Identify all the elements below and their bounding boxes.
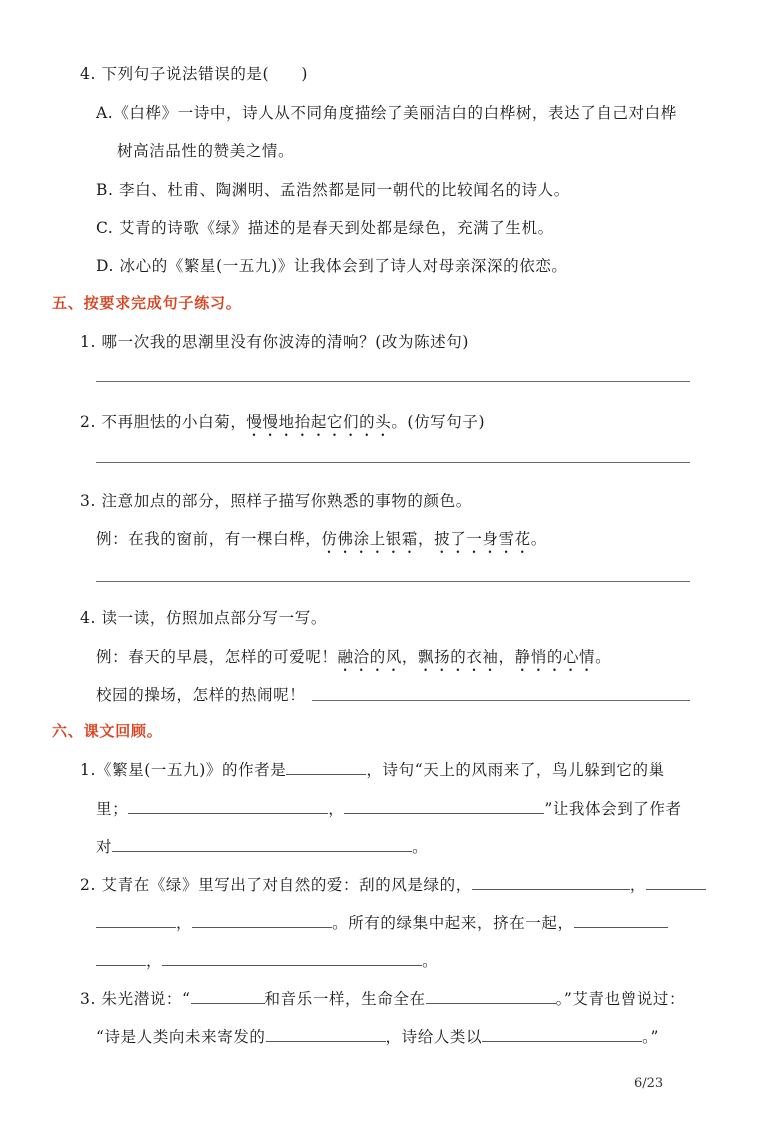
s6-q3-blank-3[interactable]: [266, 1040, 386, 1042]
s6-q2-text-e: ，: [146, 952, 163, 970]
s6-q3-text-d: “诗是人类向未来寄发的: [96, 1028, 266, 1046]
s5-q2-dotted: 慢慢地抬起它们的头: [246, 413, 392, 431]
s5-q1: 1. 哪一次我的思潮里没有你波涛的清响？(改为陈述句): [80, 333, 470, 351]
section5-heading: 五、按要求完成句子练习。: [52, 294, 242, 312]
s6-q2-blank-3[interactable]: [192, 926, 332, 928]
s6-q1-blank-3[interactable]: [344, 812, 544, 814]
s6-q3-line2: [96, 1025, 659, 1047]
q4-stem: 4. 下列句子说法错误的是( ): [80, 65, 309, 83]
s6-q2-line2: [96, 911, 668, 933]
s5-q4-ex-period: 。: [595, 648, 612, 666]
s5-q2: [80, 410, 485, 440]
q4-option-a-cont: 树高洁品性的赞美之情。: [117, 142, 295, 160]
s6-q2-blank-2-cont[interactable]: [96, 926, 176, 928]
q4-option-d: D. 冰心的《繁星(一五九)》让我体会到了诗人对母亲深深的依恋。: [96, 257, 568, 275]
s5-q3-ex-period: 。: [530, 530, 547, 548]
s6-q1-text-e: ”让我体会到了作者: [544, 800, 682, 818]
s6-q3-text-b: 和音乐一样，生命全在: [264, 990, 426, 1008]
s6-q3-blank-1[interactable]: [191, 1002, 265, 1004]
q4-option-b: B. 李白、杜甫、陶渊明、孟浩然都是同一朝代的比较闻名的诗人。: [96, 181, 570, 199]
s6-q2-line1: [80, 873, 706, 895]
s6-q1-text-g: 。: [412, 838, 429, 856]
s6-q2-text-b: ，: [629, 876, 646, 894]
s6-q2-text-f: 。: [422, 952, 439, 970]
s6-q1-blank-4[interactable]: [112, 850, 412, 852]
s6-q2-line3: [96, 949, 438, 971]
s5-q2-post: 。(仿写句子): [391, 413, 486, 431]
s6-q1-line1: [80, 758, 665, 780]
s6-q2-blank-5[interactable]: [162, 964, 422, 966]
q4-option-c: C. 艾青的诗歌《绿》描述的是春天到处都是绿色，充满了生机。: [96, 219, 554, 237]
section6-heading: 六、课文回顾。: [52, 722, 163, 740]
s6-q1-text-f: 对: [96, 838, 113, 856]
s5-q4-task: 校园的操场，怎样的热闹呢！: [96, 686, 306, 704]
s6-q2-blank-1[interactable]: [472, 888, 630, 890]
s5-q1-answer-line[interactable]: [96, 381, 690, 382]
s5-q3-answer-line[interactable]: [96, 581, 690, 582]
s5-q4-ex-dotted-2: 飘扬的衣袖: [418, 648, 499, 666]
s6-q2-blank-4[interactable]: [574, 926, 668, 928]
s5-q2-answer-line[interactable]: [96, 462, 690, 463]
s5-q3-ex-dotted-2: 披了一身雪花: [434, 530, 531, 548]
s6-q1-text-b: ，诗句“天上的风雨来了，鸟儿躲到它的巢: [366, 761, 665, 779]
s5-q4-ex-comma-2: ，: [498, 648, 515, 666]
s6-q1-line3: [96, 835, 428, 857]
s5-q3: 3. 注意加点的部分，照样子描写你熟悉的事物的颜色。: [80, 492, 472, 510]
s5-q4-example: [96, 645, 611, 675]
s6-q1-text-c: 里；: [96, 800, 129, 818]
s5-q4-ex-dotted-3: 静悄的心情: [514, 648, 596, 666]
s6-q2-blank-4-cont[interactable]: [96, 964, 146, 966]
s6-q1-blank-2[interactable]: [128, 812, 328, 814]
s5-q4-ex-pre: 例：春天的早晨，怎样的可爱呢！: [96, 648, 338, 666]
s5-q3-ex-comma: ，: [418, 530, 435, 548]
q4-option-a: A.《白桦》一诗中，诗人从不同角度描绘了美丽洁白的白桦树，表达了自己对白桦: [96, 104, 677, 122]
s5-q4: 4. 读一读，仿照加点部分写一写。: [80, 609, 327, 627]
s6-q3-text-c: 。”艾青也曾说过：: [555, 990, 686, 1008]
s5-q3-ex-dotted-1: 仿佛涂上银霜: [321, 530, 419, 548]
s6-q1-text-d: ，: [328, 800, 345, 818]
s6-q3-line1: [80, 987, 685, 1009]
s6-q2-text-d: 。所有的绿集中起来，挤在一起，: [332, 914, 574, 932]
s6-q3-blank-2[interactable]: [426, 1002, 556, 1004]
s6-q3-text-a: 3. 朱光潜说：“: [80, 990, 191, 1008]
s5-q2-pre: 2. 不再胆怯的小白菊，: [80, 413, 247, 431]
s6-q3-text-e: ，诗给人类以: [385, 1028, 483, 1046]
s5-q4-ex-dotted-1: 融洽的风: [337, 648, 402, 666]
s6-q3-text-f: 。”: [642, 1028, 660, 1046]
s6-q1-line2: [96, 797, 682, 819]
s6-q3-blank-4[interactable]: [482, 1040, 642, 1042]
s6-q2-blank-2[interactable]: [646, 888, 706, 890]
s6-q1-text-a: 1.《繁星(一五九)》的作者是: [80, 761, 287, 779]
s6-q1-blank-author[interactable]: [286, 773, 366, 775]
s5-q3-ex-pre: 例：在我的窗前，有一棵白桦，: [96, 530, 322, 548]
page-number: 6/23: [634, 1076, 664, 1091]
s6-q2-text-a: 2. 艾青在《绿》里写出了对自然的爱：刮的风是绿的，: [80, 876, 472, 894]
s5-q4-answer-line[interactable]: [312, 700, 690, 701]
s5-q4-ex-comma-1: ，: [401, 648, 419, 666]
s6-q2-text-c: ，: [176, 914, 193, 932]
s5-q3-example: [96, 527, 547, 557]
